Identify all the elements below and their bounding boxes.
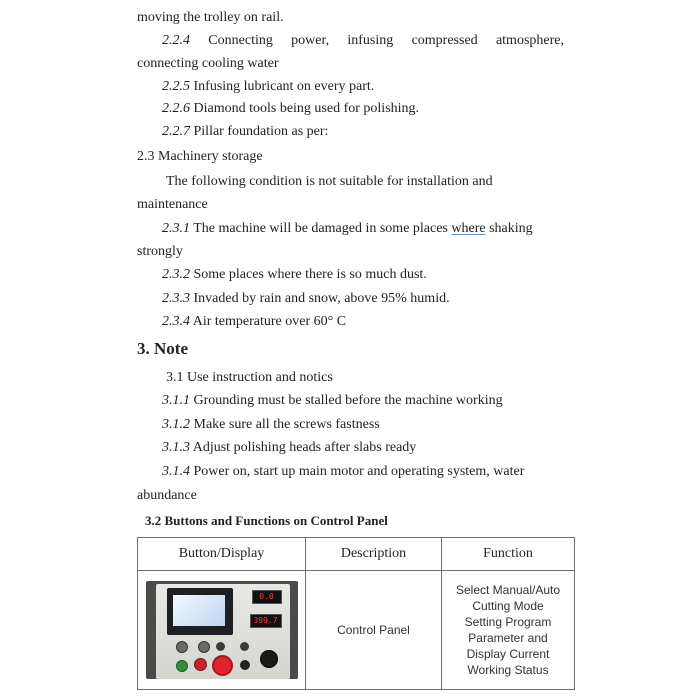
item-2-3-3 [162, 290, 450, 308]
function-line: Parameter and [468, 631, 548, 645]
function-line: Select Manual/Auto [455, 583, 561, 597]
item-number: 2.2.7 [162, 124, 190, 139]
item-2-3-2 [162, 266, 427, 284]
control-panel-photo-cell [138, 571, 306, 690]
function-line: Display Current [466, 647, 550, 661]
digital-readout-bottom: 399.7 [250, 614, 282, 628]
text-line: strongly [137, 244, 183, 259]
table-header-row [138, 538, 575, 571]
item-number: 3.1.2 [162, 417, 190, 432]
text-line: The following condition is not suitable for installation and [166, 174, 493, 189]
text-line: maintenance [137, 197, 208, 212]
word: compressed [411, 33, 478, 48]
word: infusing [347, 33, 394, 48]
item-text: Pillar foundation as per: [193, 124, 329, 139]
item-text: shaking [485, 221, 533, 236]
control-panel-photo [146, 581, 298, 679]
word: power, [291, 33, 330, 48]
item-text: Air temperature over 60° C [192, 314, 347, 329]
indicator-light-icon [216, 642, 225, 651]
description-cell: Control Panel [306, 571, 442, 690]
item-text: Adjust polishing heads after slabs ready [192, 440, 417, 455]
screen-display [173, 595, 225, 626]
item-3-1-4 [162, 463, 524, 481]
table-header: Description [306, 538, 442, 571]
spell-flagged-word: where [451, 221, 486, 236]
item-text: Infusing lubricant on every part. [193, 79, 375, 94]
emergency-stop-icon [212, 655, 233, 676]
function-line: Cutting Mode [472, 599, 544, 613]
item-text: Some places where there is so much dust. [193, 267, 427, 282]
item-text: The machine will be damaged in some places [193, 221, 452, 236]
table-row [138, 571, 575, 690]
digital-readout-top: 0.0 [252, 590, 282, 604]
function-line: Setting Program [464, 615, 552, 629]
control-panel-table [137, 537, 575, 690]
item-text: Invaded by rain and snow, above 95% humid. [193, 291, 450, 306]
word: Connecting [208, 33, 273, 48]
item-number: 2.3.3 [162, 291, 190, 306]
item-number: 3.1.1 [162, 393, 190, 408]
item-2-3-4 [162, 313, 346, 331]
table-header: Button/Display [138, 538, 306, 571]
item-number: 2.3.1 [162, 221, 190, 236]
text-line: connecting cooling water [137, 56, 279, 71]
panel-face [156, 584, 290, 679]
red-button-icon [194, 658, 207, 671]
selector-switch-icon [260, 650, 278, 668]
section-heading-2-3: 2.3 Machinery storage [137, 149, 263, 164]
touch-screen [167, 588, 233, 635]
word: atmosphere, [495, 33, 564, 48]
function-line: Working Status [467, 663, 549, 677]
item-2-2-4 [162, 32, 564, 50]
item-2-2-7 [162, 123, 328, 141]
item-number: 2.2.4 [162, 33, 190, 48]
item-text: Make sure all the screws fastness [193, 417, 380, 432]
black-button-icon [240, 660, 250, 670]
section-heading-3: 3. Note [137, 339, 188, 358]
item-3-1-1 [162, 392, 503, 410]
item-3-1-2 [162, 416, 380, 434]
item-text: Grounding must be stalled before the machine working [193, 393, 503, 408]
text-line: moving the trolley on rail. [137, 10, 284, 25]
item-text: Diamond tools being used for polishing. [193, 101, 420, 116]
item-number: 2.2.5 [162, 79, 190, 94]
item-2-2-6 [162, 100, 419, 118]
item-number: 3.1.3 [162, 440, 190, 455]
text-line: abundance [137, 488, 197, 503]
item-text: Power on, start up main motor and operating system, water [193, 464, 525, 479]
indicator-light-icon [198, 641, 210, 653]
item-2-2-5 [162, 78, 374, 96]
item-number: 2.3.4 [162, 314, 190, 329]
indicator-light-icon [240, 642, 249, 651]
item-number: 2.2.6 [162, 101, 190, 116]
item-3-1-3 [162, 439, 416, 457]
indicator-light-icon [176, 641, 188, 653]
item-number: 3.1.4 [162, 464, 190, 479]
function-cell [442, 571, 575, 690]
table-header: Function [442, 538, 575, 571]
item-2-3-1 [162, 220, 533, 238]
section-heading-3-2: 3.2 Buttons and Functions on Control Panel [145, 513, 388, 528]
item-number: 2.3.2 [162, 267, 190, 282]
green-button-icon [176, 660, 188, 672]
subsection-3-1: 3.1 Use instruction and notics [166, 370, 333, 385]
